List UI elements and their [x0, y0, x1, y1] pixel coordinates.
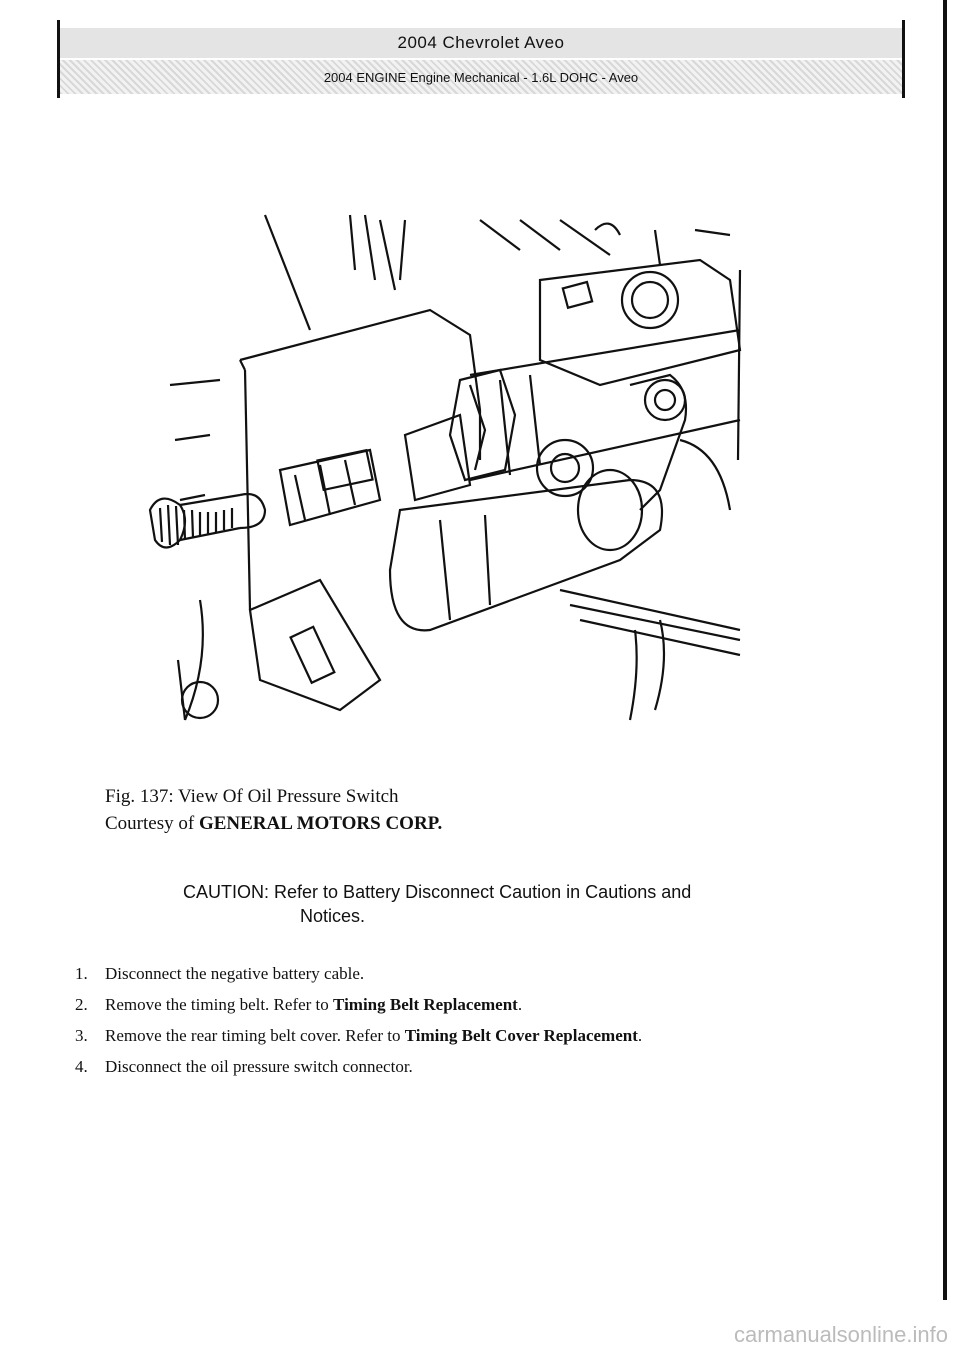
caution-text-line2: Notices. [300, 906, 366, 926]
watermark: carmanualsonline.info [733, 1322, 948, 1347]
figure-caption [105, 783, 442, 837]
timing-belt-replacement-link[interactable]: Timing Belt Replacement [333, 994, 518, 1014]
list-item [75, 1051, 895, 1082]
page-edge-line [943, 0, 947, 1300]
document-title: 2004 Chevrolet Aveo [60, 28, 902, 58]
courtesy-company: GENERAL MOTORS CORP. [198, 813, 443, 834]
oil-pressure-switch-illustration [140, 210, 760, 725]
caution-text-line1: Refer to Battery Disconnect Caution in Cautions and [274, 882, 692, 902]
step-number: 2. [75, 994, 88, 1014]
timing-belt-cover-replacement-link[interactable]: Timing Belt Cover Replacement [404, 1025, 638, 1045]
step-text: Remove the timing belt. Refer to Timing Belt Replacement. [105, 994, 523, 1014]
document-subtitle: 2004 ENGINE Engine Mechanical - 1.6L DOHC - Aveo [60, 60, 902, 94]
step-number: 3. [75, 1025, 88, 1045]
caution-label: CAUTION: [183, 882, 270, 902]
step-text: Disconnect the oil pressure switch connector. [105, 1056, 413, 1076]
list-item [75, 989, 895, 1020]
procedure-steps [75, 958, 895, 1082]
step-number: 4. [75, 1056, 88, 1076]
figure-courtesy [105, 810, 442, 837]
step-text: Remove the rear timing belt cover. Refer to Timing Belt Cover Replacement. [105, 1025, 643, 1045]
step-number: 1. [75, 963, 88, 983]
caution-note [183, 880, 883, 928]
list-item [75, 958, 895, 989]
figure-caption-title: Fig. 137: View Of Oil Pressure Switch [105, 786, 399, 807]
courtesy-prefix: Courtesy of [105, 813, 199, 834]
step-text: Disconnect the negative battery cable. [105, 963, 365, 983]
header-border-right [902, 20, 905, 98]
list-item [75, 1020, 895, 1051]
